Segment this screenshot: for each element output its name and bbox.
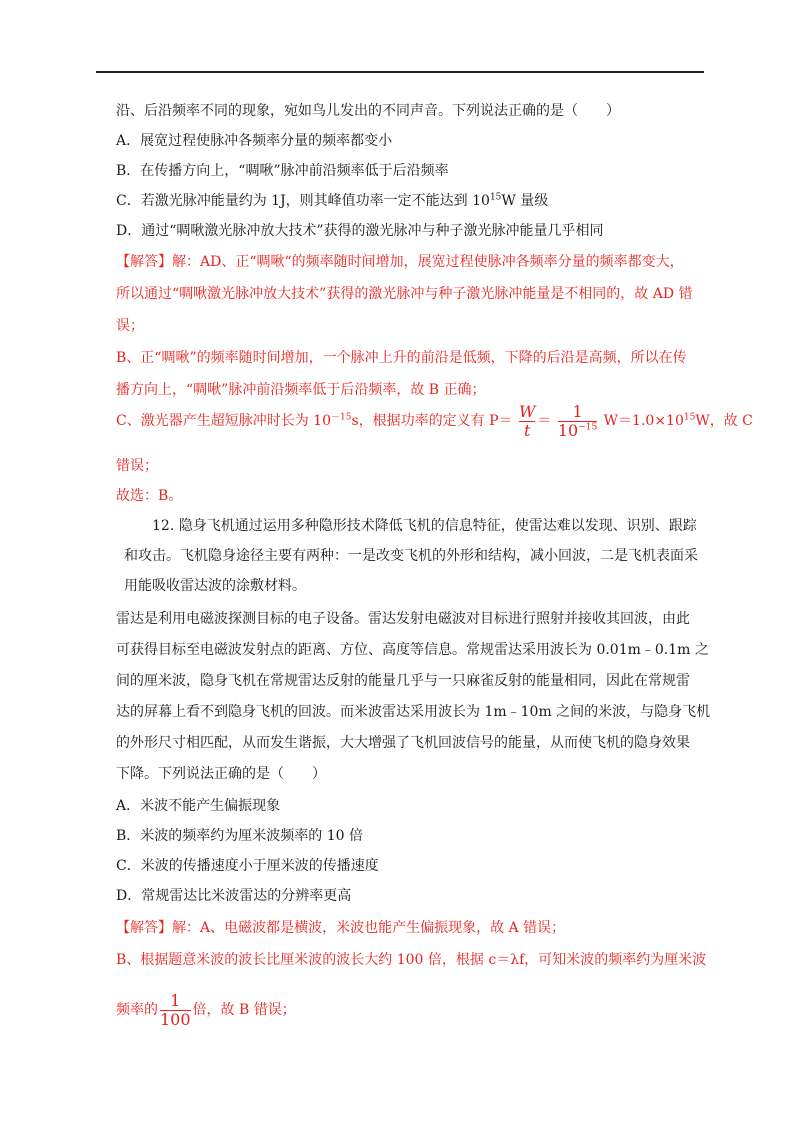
q12-option-d: D．常规雷达比米波雷达的分辨率更高 [116,888,352,904]
q12-answer-line: 【解答】解：A、电磁波都是横波，米波也能产生偏振现象，故 A 错误； [116,920,566,936]
q12-answer-line: B、根据题意米波的波长比厘米波的波长大约 100 倍，根据 c＝λf，可知米波的频率约为厘米波 [116,952,707,968]
question-12-stem: 12. 隐身飞机通过运用多种隐形技术降低飞机的信息特征，使雷达难以发现、识别、跟踪 [152,518,697,534]
answer-line: B、正“啁啾”的频率随时间增加，一个脉冲上升的前沿是低频，下降的后沿是高频，所以在传 [116,350,687,366]
fraction-one-over-power: $\frac{1}{10^{-15}}$ [557,401,598,440]
question-12-passage: 可获得目标至电磁波发射点的距离、方位、高度等信息。常规雷达采用波长为 0.01m﹣0.1m 之 [116,642,709,658]
question-12-passage: 达的屏幕上看不到隐身飞机的回波。而米波雷达采用波长为 1m﹣10m 之间的米波，与隐身飞机 [116,704,711,720]
option-a: A．展宽过程使脉冲各频率分量的频率都变小 [116,133,393,149]
q12-option-b: B．米波的频率约为厘米波频率的 10 倍 [116,828,364,844]
question-12-passage: 下降。下列说法正确的是（ ） [116,766,326,782]
question-12-stem: 和攻击。飞机隐身途径主要有两种：一是改变飞机的外形和结构，减小回波，二是飞机表面采 [124,548,698,564]
question-12-passage: 的外形尺寸相匹配，从而发生谐振，大大增强了飞机回波信号的能量，从而使飞机的隐身效果 [116,735,690,751]
answer-line: 播方向上，“啁啾”脉冲前沿频率低于后沿频率，故 B 正确； [116,382,486,398]
header-rule [96,71,704,73]
option-d: D．通过“啁啾激光脉冲放大技术”获得的激光脉冲与种子激光脉冲能量几乎相同 [116,223,604,239]
answer-conclusion: 故选：B。 [116,488,183,504]
question-12-passage: 间的厘米波，隐身飞机在常规雷达反射的能量几乎与一只麻雀反射的能量相同，因此在常规雷 [116,673,690,689]
question-text: 沿、后沿频率不同的现象，宛如鸟儿发出的不同声音。下列说法正确的是（ ） [116,103,620,119]
fraction-w-over-t: $\frac{W}{t}$ [518,401,536,440]
option-b: B．在传播方向上，“啁啾”脉冲前沿频率低于后沿频率 [116,163,449,179]
answer-line: 错误； [116,458,158,474]
answer-formula-line: C、激光器产生超短脉冲时长为 $10^{-15}s$，根据功率的定义有 P＝ $\frac{W}{t}$ ＝ $\frac{1}{10^{-15}}$ $W=1.0\times 10^{15}W$，故 C [116,401,753,440]
answer-line: 误； [116,318,144,334]
question-12-passage: 雷达是利用电磁波探测目标的电子设备。雷达发射电磁波对目标进行照射并接收其回波，由此 [116,611,690,627]
q12-option-c: C．米波的传播速度小于厘米波的传播速度 [116,858,379,874]
q12-answer-line: 频率的 $\frac{1}{100}$ 倍，故 B 错误； [116,990,296,1029]
q12-option-a: A．米波不能产生偏振现象 [116,798,281,814]
answer-line: 所以通过“啁啾激光脉冲放大技术”获得的激光脉冲与种子激光脉冲能量是不相同的，故 AD 错 [116,286,693,302]
question-12-stem: 用能吸收雷达波的涂敷材料。 [124,578,306,594]
fraction-one-hundredth: $\frac{1}{100}$ [160,990,191,1029]
answer-line: 【解答】解：AD、正“啁啾“的频率随时间增加，展宽过程使脉冲各频率分量的频率都变大， [116,254,684,270]
option-c: C．若激光脉冲能量约为 1J，则其峰值功率一定不能达到 $10^{15}W$ 量级 [116,192,549,209]
